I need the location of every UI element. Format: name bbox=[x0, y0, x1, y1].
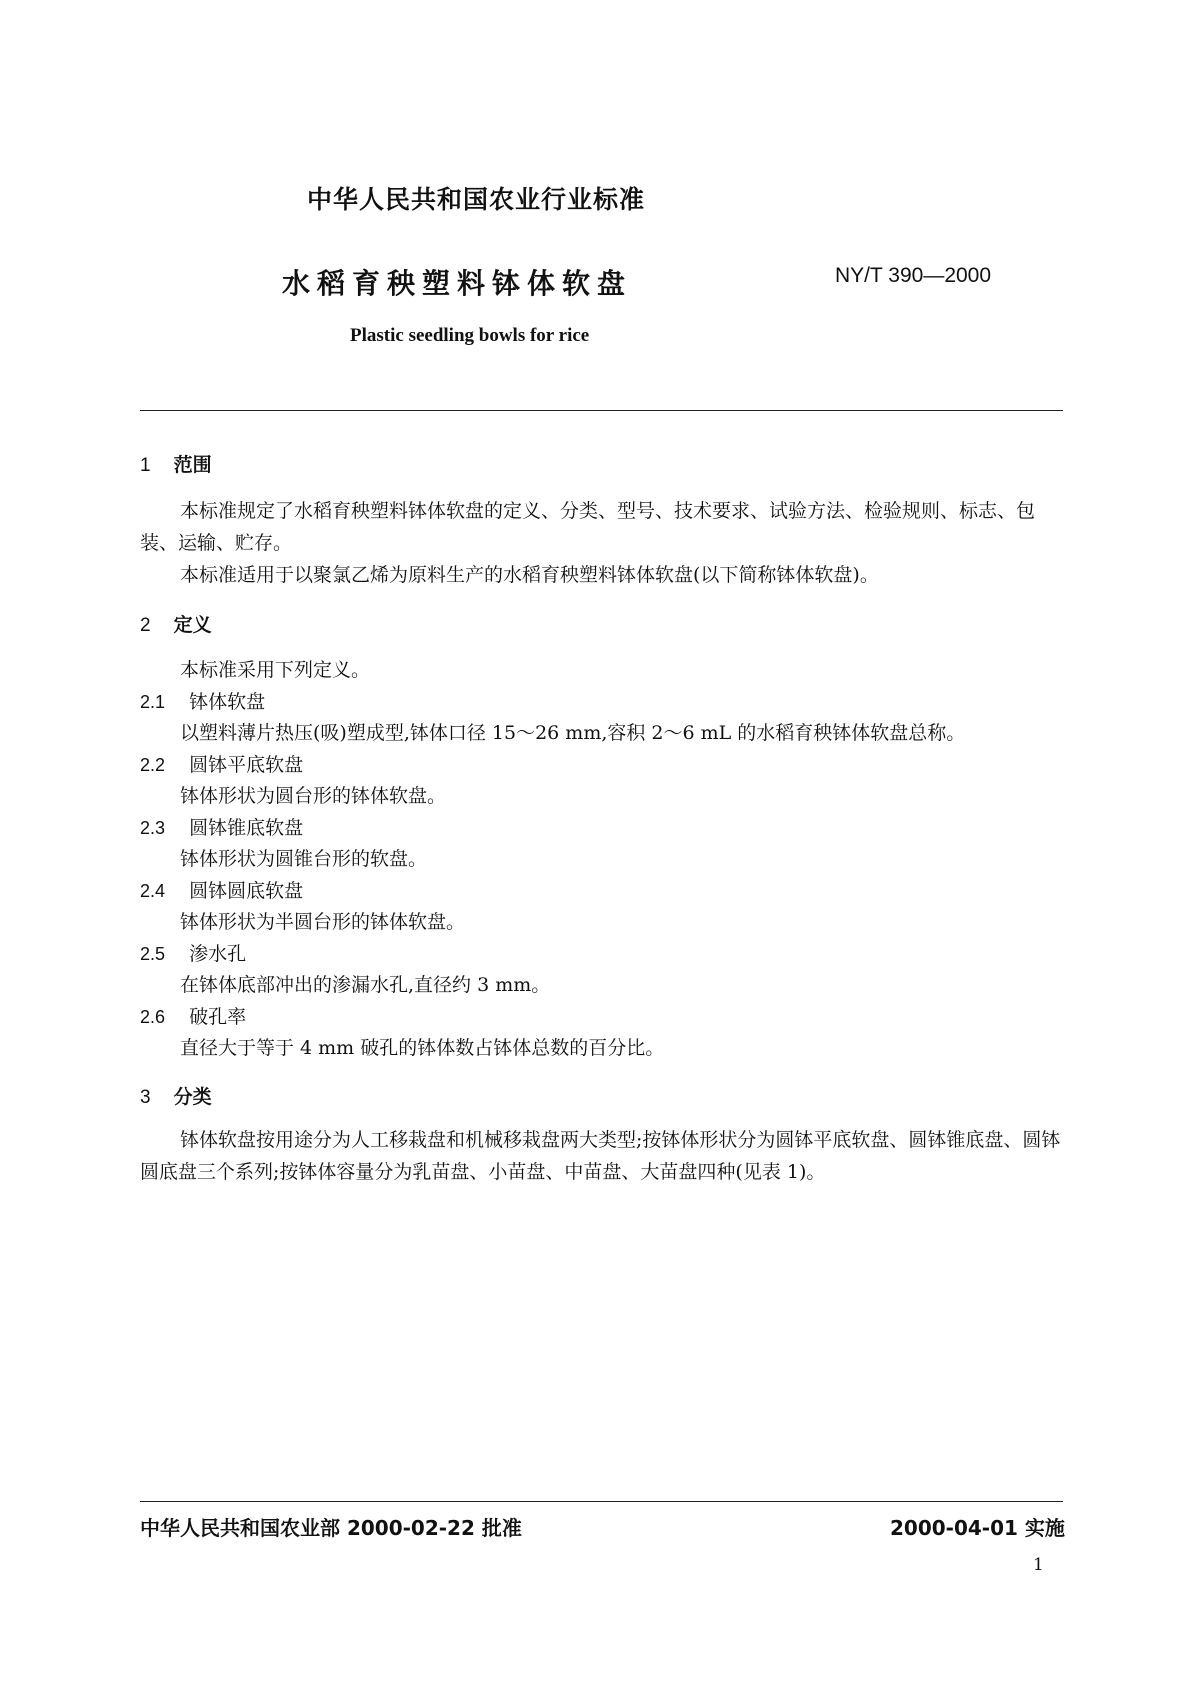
section-title: 定义 bbox=[173, 614, 212, 636]
scope-paragraph-2: 本标准适用于以聚氯乙烯为原料生产的水稻育秧塑料钵体软盘(以下简称钵体软盘)。 bbox=[180, 564, 879, 586]
implementation-date: 2000-04-01 实施 bbox=[890, 1516, 1065, 1540]
definition-item bbox=[140, 875, 303, 907]
document-title-english: Plastic seedling bowls for rice bbox=[350, 325, 590, 346]
header-divider bbox=[140, 410, 1063, 411]
footer-divider bbox=[140, 1501, 1063, 1502]
definition-number: 2.2 bbox=[140, 755, 166, 775]
section-title: 分类 bbox=[173, 1086, 212, 1108]
standard-organization: 中华人民共和国农业行业标准 bbox=[307, 185, 646, 214]
definition-text: 钵体形状为半圆台形的钵体软盘。 bbox=[180, 911, 466, 933]
section-title: 范围 bbox=[173, 454, 212, 476]
section-3-heading bbox=[140, 1082, 212, 1109]
definition-item bbox=[140, 938, 246, 970]
document-title: 水稻育秧塑料钵体软盘 bbox=[282, 267, 633, 300]
definition-item bbox=[140, 1001, 246, 1033]
definition-item bbox=[140, 812, 303, 844]
definition-text: 钵体形状为圆锥台形的软盘。 bbox=[180, 848, 428, 870]
definition-term: 圆钵圆底软盘 bbox=[189, 880, 304, 902]
definition-term: 渗水孔 bbox=[189, 943, 247, 965]
definition-term: 钵体软盘 bbox=[189, 691, 266, 713]
definition-number: 2.1 bbox=[140, 692, 166, 712]
section-1-heading bbox=[140, 450, 212, 477]
definition-number: 2.5 bbox=[140, 944, 166, 964]
section-number: 2 bbox=[140, 615, 151, 636]
definition-text: 直径大于等于 4 mm 破孔的钵体数占钵体总数的百分比。 bbox=[180, 1037, 665, 1059]
definitions-intro: 本标准采用下列定义。 bbox=[180, 659, 371, 681]
classification-paragraph: 钵体软盘按用途分为人工移栽盘和机械移栽盘两大类型;按钵体形状分为圆钵平底软盘、圆钵锥底盘、圆钵圆底盘三个系列;按钵体容量分为乳苗盘、小苗盘、中苗盘、大苗盘四种(见表 1)。 bbox=[140, 1129, 1061, 1183]
definition-number: 2.6 bbox=[140, 1007, 166, 1027]
approval-info: 中华人民共和国农业部 2000-02-22 批准 bbox=[140, 1516, 522, 1540]
definition-item bbox=[140, 749, 303, 781]
definition-term: 破孔率 bbox=[189, 1006, 247, 1028]
section-number: 1 bbox=[140, 455, 151, 476]
definition-text: 在钵体底部冲出的渗漏水孔,直径约 3 mm。 bbox=[180, 974, 551, 996]
document-number: NY/T 390—2000 bbox=[835, 264, 992, 287]
definition-term: 圆钵锥底软盘 bbox=[189, 817, 304, 839]
definition-term: 圆钵平底软盘 bbox=[189, 754, 304, 776]
section-2-heading bbox=[140, 610, 212, 637]
definition-number: 2.3 bbox=[140, 818, 166, 838]
section-number: 3 bbox=[140, 1087, 151, 1108]
definition-text: 钵体形状为圆台形的钵体软盘。 bbox=[180, 785, 447, 807]
definition-text: 以塑料薄片热压(吸)塑成型,钵体口径 15～26 mm,容积 2～6 mL 的水稻育秧钵体软盘总称。 bbox=[180, 722, 966, 744]
definition-item bbox=[140, 686, 265, 718]
definition-number: 2.4 bbox=[140, 881, 166, 901]
page-number: 1 bbox=[1033, 1555, 1044, 1575]
scope-paragraph-1: 本标准规定了水稻育秧塑料钵体软盘的定义、分类、型号、技术要求、试验方法、检验规则、标志、包装、运输、贮存。 bbox=[140, 500, 1036, 554]
